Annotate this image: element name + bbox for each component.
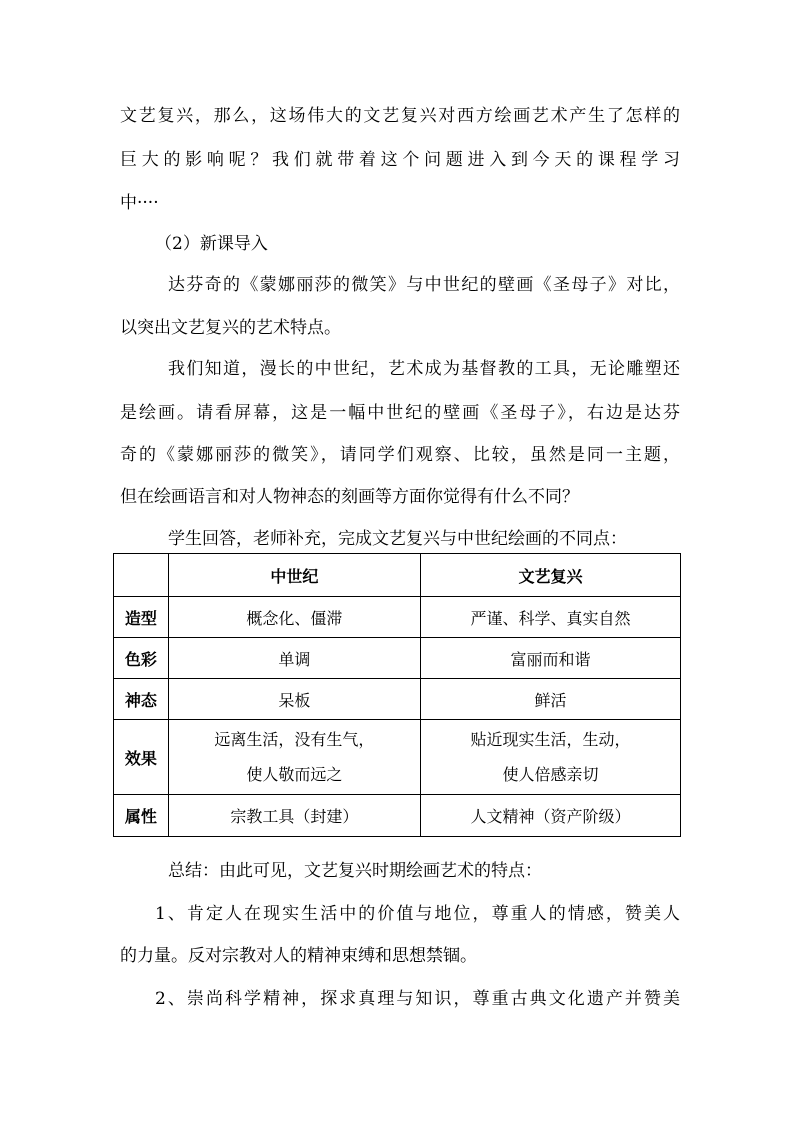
table-row (114, 795, 681, 837)
row-label: 色彩 (114, 638, 169, 679)
table-cell (168, 720, 420, 795)
paragraph-line: 巨大的影响呢？我们就带着这个问题进入到今天的课程学习 (120, 150, 680, 170)
table-row (114, 679, 681, 720)
paragraph-line: 是绘画。请看屏幕，这是一幅中世纪的壁画《圣母子》，右边是达芬 (120, 403, 680, 423)
table-row (114, 597, 681, 638)
cell-line: 使人倍感亲切 (502, 765, 599, 784)
table-cell: 单调 (168, 638, 420, 679)
table-header-cell: 文艺复兴 (420, 554, 680, 597)
paragraph-line: 奇的《蒙娜丽莎的微笑》，请同学们观察、比较，虽然是同一主题， (120, 445, 680, 465)
cell-line: 贴近现实生活，生动， (470, 730, 631, 749)
paragraph-line: 中···· (120, 193, 159, 213)
summary-line: 总结：由此可见，文艺复兴时期绘画艺术的特点： (168, 861, 542, 881)
comparison-table (113, 553, 681, 837)
table-cell: 鲜活 (420, 679, 680, 720)
paragraph-line: 但在绘画语言和对人物神态的刻画等方面你觉得有什么不同？ (120, 487, 579, 507)
table-header-cell: 中世纪 (168, 554, 420, 597)
table-row (114, 720, 681, 795)
table-cell: 概念化、僵滞 (168, 597, 420, 638)
list-item: 1、肯定人在现实生活中的价值与地位，尊重人的情感，赞美人 (155, 904, 680, 924)
section-heading: （2）新课导入 (155, 234, 268, 254)
table-cell: 严谨、科学、真实自然 (420, 597, 680, 638)
list-item: 2、崇尚科学精神，探求真理与知识，尊重古典文化遗产并赞美 (155, 989, 680, 1009)
paragraph-line: 我们知道，漫长的中世纪，艺术成为基督教的工具，无论雕塑还 (168, 359, 680, 379)
table-row (114, 638, 681, 679)
paragraph-line: 学生回答，老师补充，完成文艺复兴与中世纪绘画的不同点： (168, 529, 627, 549)
row-label: 神态 (114, 679, 169, 720)
table-cell: 人文精神（资产阶级） (420, 795, 680, 837)
table-header-row (114, 554, 681, 597)
paragraph-line: 的力量。反对宗教对人的精神束缚和思想禁锢。 (120, 946, 477, 966)
table-cell (420, 720, 680, 795)
table-header-cell (114, 554, 169, 597)
table-cell: 呆板 (168, 679, 420, 720)
paragraph-line: 达芬奇的《蒙娜丽莎的微笑》与中世纪的壁画《圣母子》对比， (168, 275, 680, 295)
row-label: 属性 (114, 795, 169, 837)
cell-line: 远离生活，没有生气， (214, 730, 375, 749)
paragraph-line: 以突出文艺复兴的艺术特点。 (120, 318, 341, 338)
table-cell: 富丽而和谐 (420, 638, 680, 679)
cell-line: 使人敬而远之 (246, 765, 343, 784)
row-label: 造型 (114, 597, 169, 638)
cell-text (470, 722, 630, 792)
row-label: 效果 (114, 720, 169, 795)
cell-text (214, 722, 374, 792)
table-cell: 宗教工具（封建） (168, 795, 420, 837)
paragraph-line: 文艺复兴，那么，这场伟大的文艺复兴对西方绘画艺术产生了怎样的 (120, 106, 680, 126)
